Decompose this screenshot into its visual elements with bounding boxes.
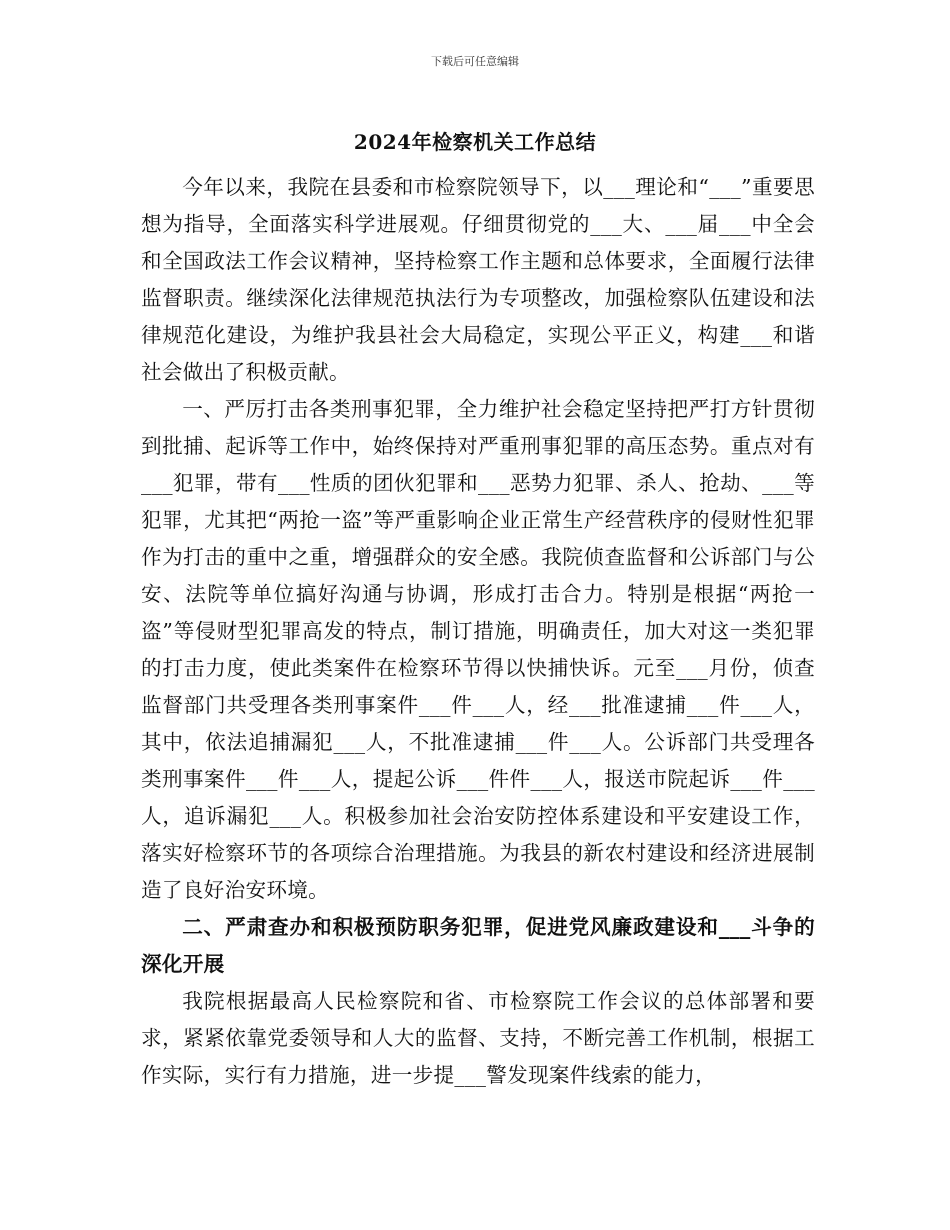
paragraph-section-one: 一、严厉打击各类刑事犯罪，全力维护社会稳定坚持把严打方针贯彻到批捕、起诉等工作中，始终保持对严重刑事犯罪的高压态势。重点对有___犯罪，带有___性质的团伙犯罪和___恶势力犯罪、杀人、抢劫、___等犯罪，尤其把“两抢一盗”等严重影响企业正常生产经营秩序的侵财性犯罪作为打击的重中之重，增强群众的安全感。我院侦查监督和公诉部门与公安、法院等单位搞好沟通与协调，形成打击合力。特别是根据“两抢一盗”等侵财型犯罪高发的特点，制订措施，明确责任，加大对这一类犯罪的打击力度，使此类案件在检察环节得以快捕快诉。元至___月份，侦查监督部门共受理各类刑事案件___件___人，经___批准逮捕___件___人，其中，依法追捕漏犯___人，不批准逮捕___件___人。公诉部门共受理各类刑事案件___件___人，提起公诉___件件___人，报送市院起诉___件___人，追诉漏犯___人。积极参加社会治安防控体系建设和平安建设工作，落实好检察环节的各项综合治理措施。为我县的新农村建设和经济进展制造了良好治安环境。: [141, 397, 815, 902]
paragraph-intro: 今年以来，我院在县委和市检察院领导下，以___理论和“___”重要思想为指导，全面落实科学进展观。仔细贯彻党的___大、___届___中全会和全国政法工作会议精神，坚持检察工作主题和总体要求，全面履行法律监督职责。继续深化法律规范执法行为专项整改，加强检察队伍建设和法律规范化建设，为维护我县社会大局稳定，实现公平正义，构建___和谐社会做出了积极贡献。: [141, 175, 815, 384]
paragraph-section-two: 我院根据最高人民检察院和省、市检察院工作会议的总体部署和要求，紧紧依靠党委领导和人大的监督、支持，不断完善工作机制，根据工作实际，实行有力措施，进一步提___警发现案件线索的能力，: [141, 989, 815, 1087]
header-note: 下载后可任意编辑: [431, 55, 519, 68]
document-title: 2024年检察机关工作总结: [353, 130, 597, 154]
section-heading-two: 二、严肃查办和积极预防职务犯罪，促进党风廉政建设和___斗争的深化开展: [141, 915, 815, 976]
document-body: [141, 169, 815, 1094]
